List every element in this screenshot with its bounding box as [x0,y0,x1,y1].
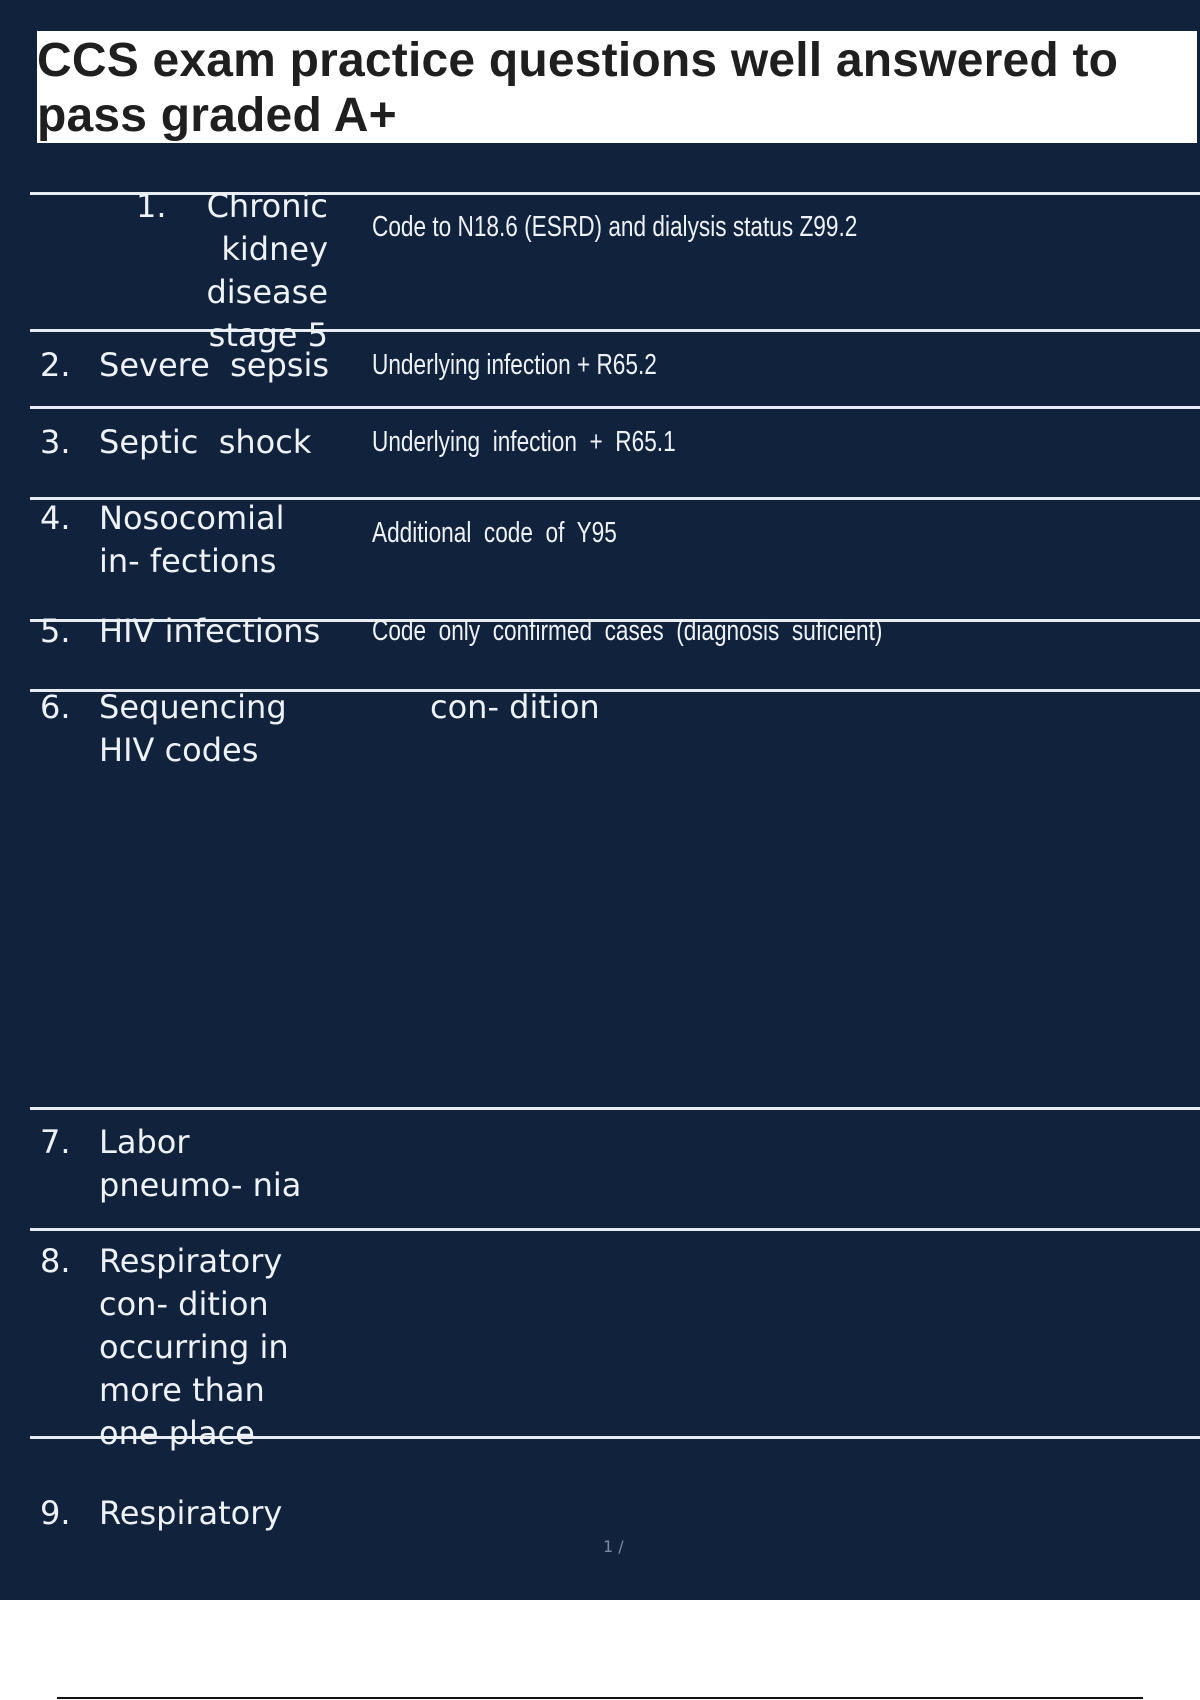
question-text: Respiratory con- dition occurring in more than one place [99,1242,289,1452]
question-text: Severe sepsis [99,346,330,384]
question-text: Sequencing HIV codes [99,688,287,769]
answer-item-6: con- dition [430,688,600,726]
row-divider [30,406,1200,409]
question-number: 7. [40,1123,71,1161]
question-number: 1. [136,187,167,225]
answer-item-4: Additional code of Y95 [372,517,617,549]
row-divider [30,1228,1200,1231]
question-text: Labor pneumo- nia [99,1123,302,1204]
question-text: Septic shock [99,423,312,461]
row-divider [30,1107,1200,1110]
question-text: HIV infections [99,612,321,650]
answer-item-3: Underlying infection + R65.1 [372,426,676,458]
document-title: CCS exam practice questions well answered to pass graded A+ [37,34,1119,142]
question-number: 9. [40,1494,71,1532]
question-text: Nosocomial in- fections [99,499,285,580]
title-banner [37,31,1197,143]
answer-item-5: Code only confirmed cases (diagnosis suficient) [372,615,883,647]
page-marker: 1 / [603,1537,624,1556]
question-number: 4. [40,499,71,537]
question-number: 8. [40,1242,71,1280]
question-text: Respiratory [99,1494,283,1532]
question-number: 5. [40,612,71,650]
question-text: Chronic kidney disease stage 5 [206,187,328,354]
question-number: 2. [40,346,71,384]
question-item-1 [40,185,328,357]
footer-divider [57,1697,1143,1699]
answer-item-1: Code to N18.6 (ESRD) and dialysis status Z99.2 [372,211,858,243]
question-number: 3. [40,423,71,461]
answer-item-2: Underlying infection + R65.2 [372,349,657,381]
question-number: 6. [40,688,71,726]
